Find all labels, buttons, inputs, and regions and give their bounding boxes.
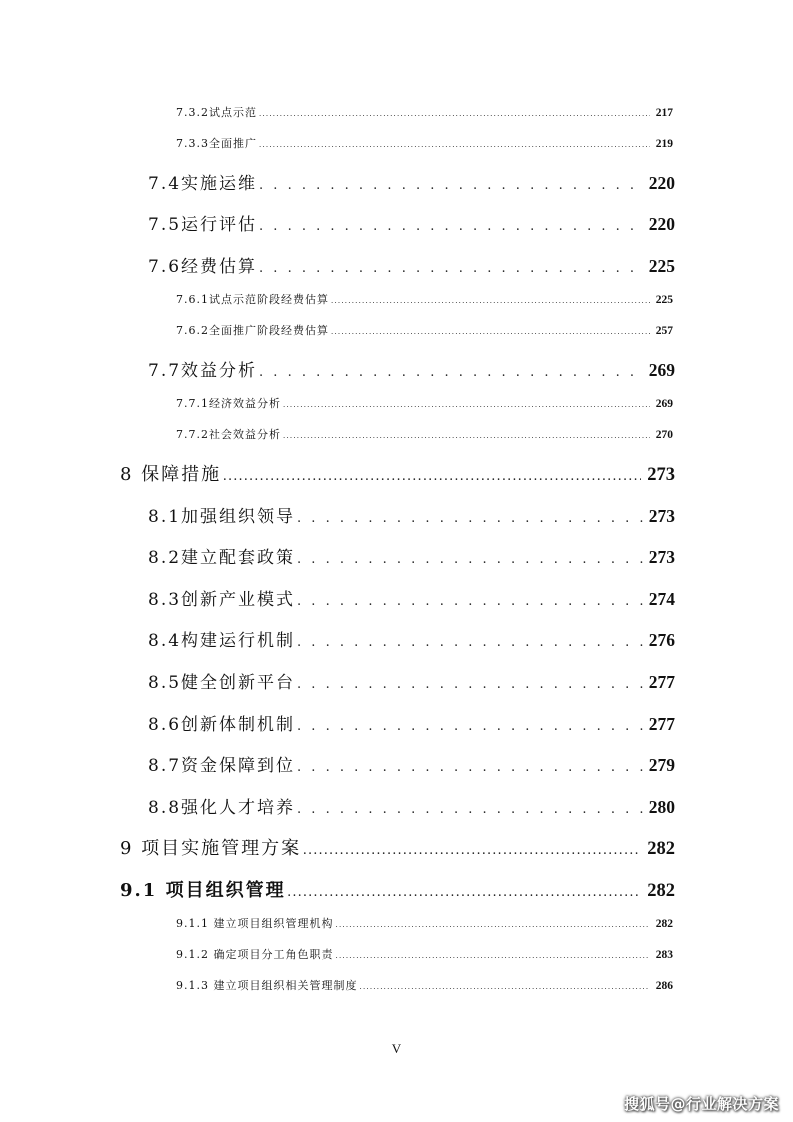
- dot-leader: [303, 847, 641, 857]
- toc-entry-8-1[interactable]: [148, 502, 675, 527]
- dot-leader: [336, 921, 650, 929]
- dot-leader: [223, 473, 641, 483]
- toc-entry-label: 8.4构建运行机制: [148, 631, 296, 651]
- toc-entry-9-1-2[interactable]: [176, 946, 673, 962]
- toc-entry-page: 220: [648, 173, 675, 193]
- toc-entry-label: 8.5健全创新平台: [148, 673, 296, 693]
- dot-leader: [259, 141, 650, 149]
- dot-leader: [283, 432, 650, 440]
- dot-leader: [297, 635, 643, 650]
- toc-entry-label: 7.7.2社会效益分析: [176, 428, 281, 441]
- toc-entry-label: 8.3创新产业模式: [148, 590, 296, 610]
- toc-entry-8-3[interactable]: [148, 585, 675, 610]
- toc-entry-page: 217: [655, 107, 673, 119]
- toc-entry-label: 9.1.1 建立项目组织管理机构: [176, 917, 334, 930]
- dot-leader: [297, 511, 643, 526]
- toc-entry-label: 7.6.2全面推广阶段经费估算: [176, 324, 329, 337]
- toc-entry-page: 225: [648, 256, 675, 276]
- toc-entry-8-8[interactable]: [148, 793, 675, 818]
- toc-entry-7-7[interactable]: [148, 356, 675, 381]
- dot-leader: [259, 219, 643, 234]
- toc-entry-page: 270: [655, 429, 673, 441]
- dot-leader: [259, 178, 643, 193]
- toc-entry-9-1-3[interactable]: [176, 977, 673, 993]
- toc-entry-7-5[interactable]: [148, 210, 675, 235]
- dot-leader: [297, 802, 643, 817]
- toc-entry-label: 7.3.2试点示范: [176, 106, 257, 119]
- dot-leader: [336, 952, 650, 960]
- dot-leader: [331, 328, 650, 336]
- toc-entry-label: 8.7资金保障到位: [148, 756, 296, 776]
- toc-entry-label: 7.6.1试点示范阶段经费估算: [176, 293, 329, 306]
- toc-section-9-1[interactable]: [120, 876, 675, 902]
- toc-entry-label: 8.1加强组织领导: [148, 507, 296, 527]
- toc-entry-7-6-2[interactable]: [176, 322, 673, 338]
- toc-entry-7-6[interactable]: [148, 252, 675, 277]
- source-watermark: 搜狐号@行业解决方案: [623, 1095, 779, 1113]
- toc-entry-page: 282: [647, 839, 675, 859]
- toc-entry-8-6[interactable]: [148, 710, 675, 735]
- dot-leader: [297, 677, 643, 692]
- toc-entry-7-4[interactable]: [148, 169, 675, 194]
- toc-entry-label: 9.1 项目组织管理: [120, 880, 286, 901]
- toc-entry-label: 8 保障措施: [120, 464, 222, 485]
- toc-entry-label: 8.2建立配套政策: [148, 548, 296, 568]
- toc-entry-label: 7.4实施运维: [148, 174, 258, 194]
- toc-entry-7-7-1[interactable]: [176, 395, 673, 411]
- toc-chapter-9[interactable]: [120, 834, 675, 860]
- toc-entry-page: 269: [648, 360, 675, 380]
- toc-entry-page: 269: [655, 398, 673, 410]
- toc-entry-page: 274: [648, 589, 675, 609]
- toc-entry-7-3-2[interactable]: [176, 104, 673, 120]
- toc-entry-8-5[interactable]: [148, 668, 675, 693]
- toc-entry-page: 220: [648, 214, 675, 234]
- toc-entry-page: 273: [648, 547, 675, 567]
- dot-leader: [288, 889, 642, 899]
- toc-entry-label: 7.7.1经济效益分析: [176, 397, 281, 410]
- toc-entry-page: 283: [655, 949, 673, 961]
- toc-entry-page: 286: [655, 980, 673, 992]
- toc-entry-page: 219: [655, 138, 673, 150]
- dot-leader: [283, 401, 650, 409]
- dot-leader: [297, 719, 643, 734]
- toc-entry-label: 9.1.3 建立项目组织相关管理制度: [176, 979, 358, 992]
- toc-entry-7-7-2[interactable]: [176, 426, 673, 442]
- dot-leader: [331, 297, 650, 305]
- toc-entry-label: 8.8强化人才培养: [148, 798, 296, 818]
- dot-leader: [297, 552, 643, 567]
- toc-entry-label: 7.7效益分析: [148, 361, 258, 381]
- toc-chapter-8[interactable]: [120, 460, 675, 486]
- dot-leader: [297, 594, 643, 609]
- toc-entry-page: 280: [648, 797, 675, 817]
- toc-entry-page: 282: [655, 918, 673, 930]
- toc-entry-9-1-1[interactable]: [176, 915, 673, 931]
- toc-entry-label: 7.5运行评估: [148, 215, 258, 235]
- toc-entry-page: 277: [648, 714, 675, 734]
- dot-leader: [297, 760, 643, 775]
- dot-leader: [259, 365, 643, 380]
- toc-entry-label: 9.1.2 确定项目分工角色职责: [176, 948, 334, 961]
- toc-entry-label: 7.6经费估算: [148, 257, 258, 277]
- toc-entry-label: 9 项目实施管理方案: [120, 838, 302, 859]
- toc-entry-page: 276: [648, 630, 675, 650]
- toc-entry-page: 279: [648, 755, 675, 775]
- toc-entry-page: 277: [648, 672, 675, 692]
- toc-entry-page: 273: [647, 465, 675, 485]
- toc-entry-8-4[interactable]: [148, 626, 675, 651]
- toc-entry-label: 7.3.3全面推广: [176, 137, 257, 150]
- toc-entry-page: 257: [655, 325, 673, 337]
- dot-leader: [259, 110, 650, 118]
- toc-entry-label: 8.6创新体制机制: [148, 715, 296, 735]
- toc-entry-page: 282: [647, 881, 675, 901]
- dot-leader: [259, 261, 643, 276]
- toc-entry-8-2[interactable]: [148, 543, 675, 568]
- page-number-footer: V: [391, 1041, 402, 1056]
- toc-entry-7-3-3[interactable]: [176, 135, 673, 151]
- toc-entry-page: 225: [655, 294, 673, 306]
- toc-entry-7-6-1[interactable]: [176, 291, 673, 307]
- toc-entry-page: 273: [648, 506, 675, 526]
- toc-entry-8-7[interactable]: [148, 751, 675, 776]
- dot-leader: [360, 983, 650, 991]
